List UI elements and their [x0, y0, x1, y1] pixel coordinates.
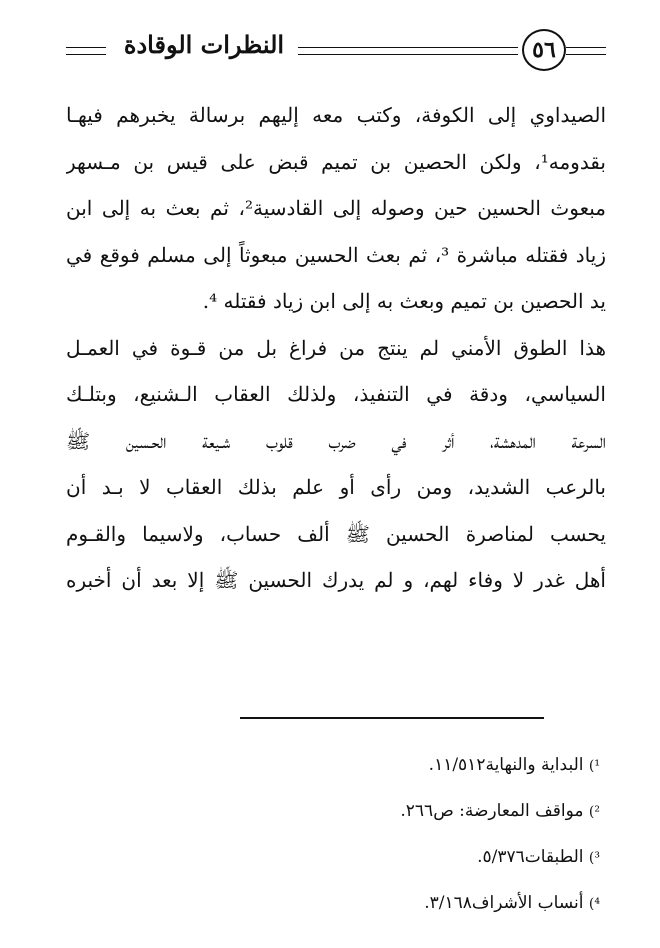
header-rule-middle: [298, 47, 518, 55]
footnote: [66, 788, 600, 834]
text-line: بالرعب الشديد، ومن رأى أو علم بذلك العقاب لا بـد أن: [66, 475, 606, 499]
footnotes: [66, 742, 600, 926]
text-line: الصيداوي إلى الكوفة، وكتب معه إليهم برسالة يخبرهم فيهـا: [66, 103, 606, 127]
footnote-marker: ¹): [588, 758, 600, 774]
footnote-marker: ⁴): [588, 896, 600, 912]
text-line: أهل غدر لا وفاء لهم، و لم يدرك الحسين ﷺ إلا بعد أن أخبره: [66, 568, 606, 592]
text-line: زياد فقتله مباشرة ³، ثم بعث الحسين مبعوثاً إلى مسلم فوقع في: [66, 242, 606, 267]
page-header: [66, 22, 606, 74]
footnote-marker: ²): [588, 804, 600, 820]
body-text: [66, 92, 606, 604]
text-line: مبعوث الحسين حين وصوله إلى القادسية²، ثم بعث به إلى ابن: [66, 196, 606, 220]
text-line: السرعة المدهشة، أثر في ضرب قلوب شـيعة الحـسين ﷺ: [66, 428, 606, 453]
footnote-separator: [240, 717, 544, 719]
footnote: [66, 742, 600, 788]
text-line: يد الحصين بن تميم وبعث به إلى ابن زياد فقتله ⁴.: [202, 289, 606, 313]
text-line: هذا الطوق الأمني لم ينتج من فراغ بل من قـوة في العمـل: [66, 335, 606, 360]
footnote-text: مواقف المعارضة: ص٢٦٦.: [400, 801, 584, 821]
header-rule-left: [66, 47, 106, 55]
text-line: يحسب لمناصرة الحسين ﷺ ألف حساب، ولاسيما والقـوم: [66, 521, 606, 546]
page-number: ٥٦: [522, 29, 566, 71]
footnote-text: البداية والنهاية١١/٥١٢.: [428, 755, 584, 775]
header-rule-right: [566, 47, 606, 55]
footnote-text: أنساب الأشراف٣/١٦٨.: [424, 893, 584, 913]
footnote: [66, 834, 600, 880]
text-line: السياسي، ودقة في التنفيذ، ولذلك العقاب الـشنيع، وبتلـك: [66, 382, 606, 406]
footnote-marker: ³): [588, 850, 600, 866]
footnote: [66, 880, 600, 926]
text-line: بقدومه¹، ولكن الحصين بن تميم قبض على قيس بن مـسهر: [66, 149, 606, 174]
footnote-text: الطبقات٥/٣٧٦.: [477, 847, 584, 867]
running-title: النظرات الوقادة: [123, 30, 285, 59]
